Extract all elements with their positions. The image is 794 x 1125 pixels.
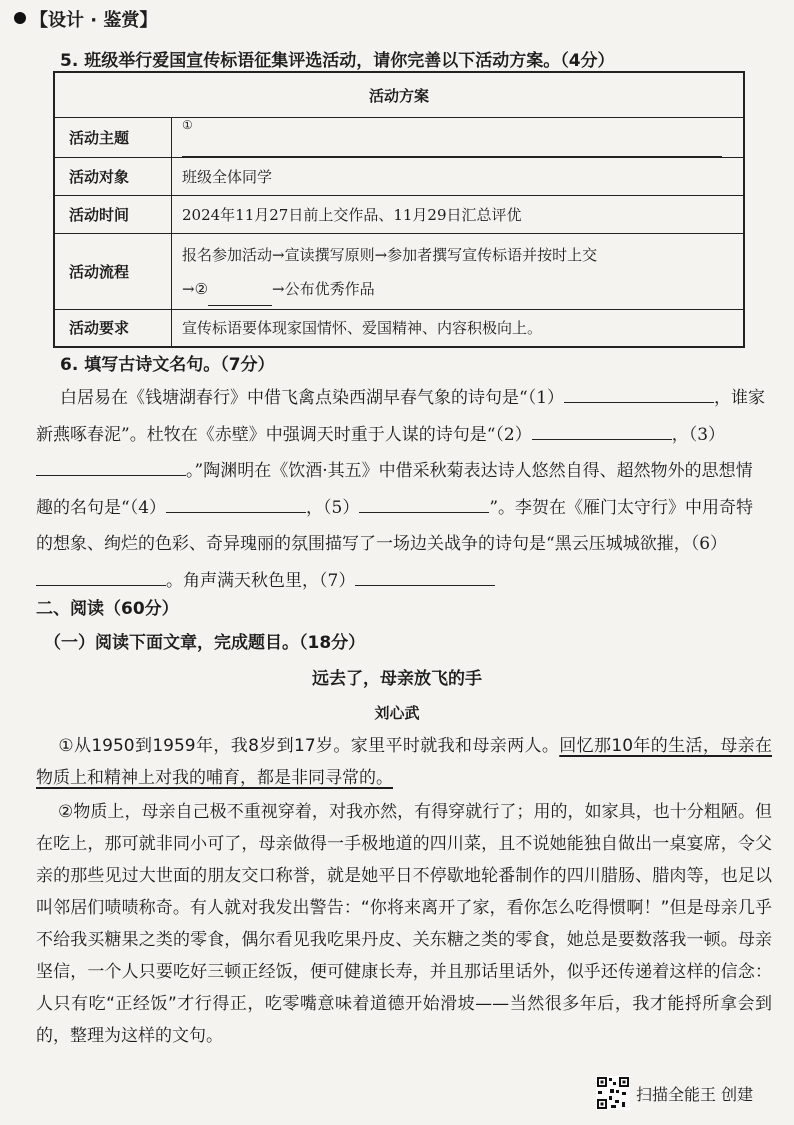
qr-code-icon xyxy=(596,1076,630,1110)
article-title: 远去了，母亲放飞的手 xyxy=(312,669,482,689)
process-line-1: 报名参加活动→宣读撰写原则→参加者撰写宣传标语并按时上交 xyxy=(182,245,598,264)
row-label-theme: 活动主题 xyxy=(54,118,172,158)
article-author: 刘心武 xyxy=(374,704,420,722)
answer-blank-q6-3[interactable] xyxy=(36,457,186,476)
answer-blank-q6-7[interactable] xyxy=(355,567,495,586)
q6-text-2: ，谁家新燕啄春泥”。杜牧在《赤壁》中强调天时重于人谋的诗句是“（2） xyxy=(36,388,766,445)
q6-text-4: 。”陶渊明在《饮酒·其五》中借采秋菊表达诗人悠然自得、超然物外的思想情趣的名句是“（4） xyxy=(36,461,753,518)
table-title: 活动方案 xyxy=(54,72,744,118)
process-step-final: →公布优秀作品 xyxy=(272,279,375,298)
blank-marker-1: ① xyxy=(182,118,193,132)
answer-blank-q6-5[interactable] xyxy=(359,494,489,513)
bullet-icon xyxy=(14,12,26,24)
article-paragraph-2 xyxy=(36,796,772,1066)
activity-plan-table xyxy=(53,71,745,348)
answer-blank-q6-6[interactable] xyxy=(36,567,166,586)
question-6-stem: 6. 填写古诗文名句。（7分） xyxy=(60,355,275,375)
answer-blank-q6-4[interactable] xyxy=(166,494,306,513)
answer-blank-2[interactable] xyxy=(208,291,272,306)
row-label-target: 活动对象 xyxy=(54,158,172,196)
row-value-time: 2024年11月27日前上交作品、11月29日汇总评优 xyxy=(172,196,745,234)
p1-underlined-sentence: 回忆那10年的生活，母亲在物质上和精神上对我的哺育，都是非同寻常的。 xyxy=(36,736,772,788)
section-header: 【设计 · 鉴赏】 xyxy=(30,10,158,31)
process-step-2-marker: →② xyxy=(182,279,209,298)
answer-blank-q6-1[interactable] xyxy=(564,384,714,403)
p1-text: ①从1950到1959年，我8岁到17岁。家里平时就我和母亲两人。 xyxy=(58,736,560,756)
q6-text-6: ”。李贺在《雁门太守行》中用奇特的想象、绚烂的色彩、奇异瑰丽的氛围描写了一场边关战争的诗句是“黑云压城城欲摧，（6） xyxy=(36,497,754,554)
row-label-requirement: 活动要求 xyxy=(54,310,172,347)
row-label-process: 活动流程 xyxy=(54,234,172,310)
p2-text: ②物质上，母亲自己极不重视穿着，对我亦然，有得穿就行了；用的，如家具，也十分粗陋。但在吃上，那可就非同小可了，母亲做得一手极地道的四川菜，且不说她能独自做出一桌宴席，令父亲的那些见过大世面的朋友交口称誉，就是她平日不停歇地轮番制作的四川腊肠、腊肉等，也足以叫邻居们啧啧称奇。有人就对我发出警告：“你将来离开了家，看你怎么吃得惯啊！”但是母亲几乎不给我买糖果之类的零食，偶尔看见我吃果丹皮、关东糖之类的零食，她总是要数落我一顿。母亲坚信，一个人只要吃好三顿正经饭，便可健康长寿，并且那话里话外，似乎还传递着这样的信念：人只有吃“正经饭”才行得正，吃零嘴意味着道德开始滑坡——当然很多年后，我才能捋所拿会到的，整理为这样的文句。 xyxy=(36,802,772,1046)
q6-text-7: 。角声满天秋色里，（7） xyxy=(166,570,356,591)
q6-text-1: 白居易在《钱塘湖春行》中借飞禽点染西湖早春气象的诗句是“（1） xyxy=(60,388,565,408)
scanner-watermark xyxy=(596,1074,753,1112)
row-value-process xyxy=(172,234,745,310)
process-line-2 xyxy=(182,272,733,306)
question-5-stem: 5. 班级举行爱国宣传标语征集评选活动，请你完善以下活动方案。（4分） xyxy=(60,51,615,71)
subsection-1-heading: （一）阅读下面文章，完成题目。（18分） xyxy=(44,633,366,653)
row-value-theme[interactable] xyxy=(172,118,745,158)
row-value-target: 班级全体同学 xyxy=(172,158,745,196)
q6-text-3: ，（3） xyxy=(671,424,726,445)
article-paragraph-1 xyxy=(36,730,772,794)
scanner-app-label: 扫描全能王 创建 xyxy=(636,1084,754,1104)
row-label-time: 活动时间 xyxy=(54,196,172,234)
question-6-body xyxy=(36,380,766,599)
row-value-requirement: 宣传标语要体现家国情怀、爱国精神、内容积极向上。 xyxy=(172,310,745,347)
answer-blank-q6-2[interactable] xyxy=(532,421,672,440)
q6-text-5: ，（5） xyxy=(306,497,360,518)
answer-blank-1[interactable] xyxy=(182,142,722,157)
section-2-heading: 二、阅读（60分） xyxy=(36,599,179,619)
